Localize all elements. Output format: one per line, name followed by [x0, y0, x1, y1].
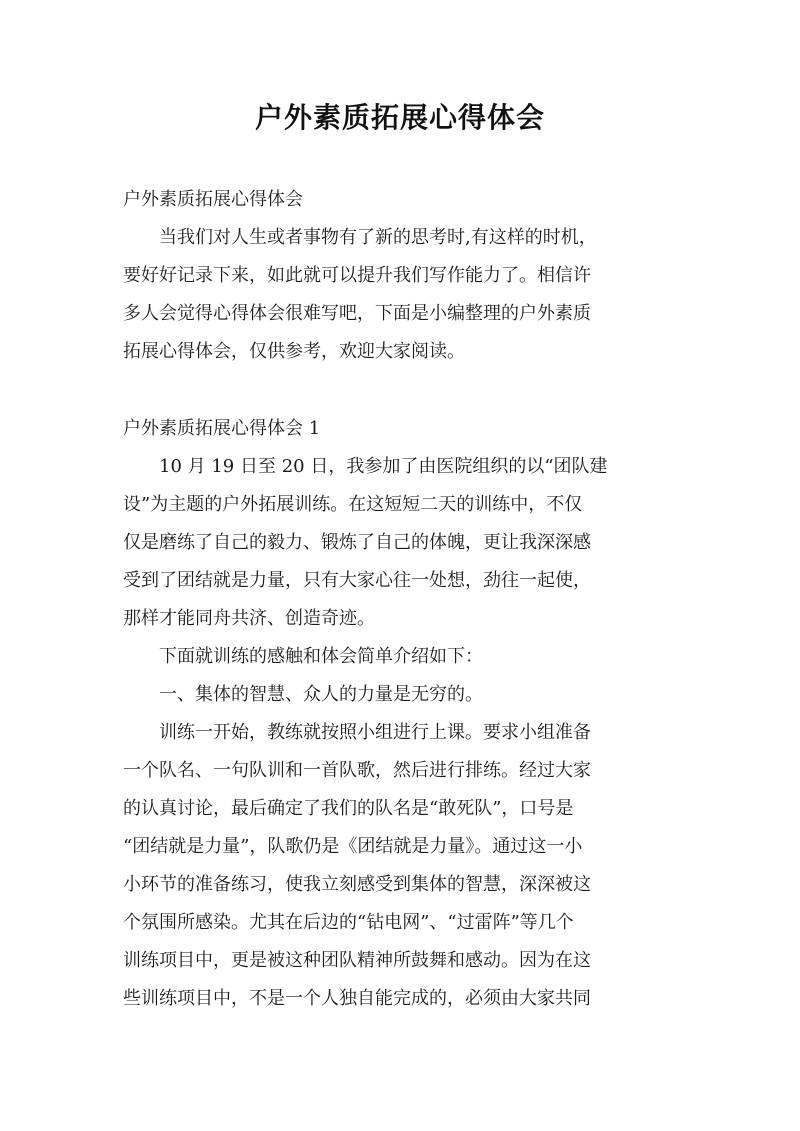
paragraph-line: 仅是磨练了自己的毅力、锻炼了自己的体魄，更让我深深感 — [123, 532, 591, 553]
intro-paragraph-line: 当我们对人生或者事物有了新的思考时,有这样的时机， — [159, 227, 597, 248]
paragraph-line: 那样才能同舟共济、创造奇迹。 — [123, 608, 375, 629]
paragraph-line: 一个队名、一句队训和一首队歌，然后进行排练。经过大家 — [123, 760, 591, 781]
paragraph-line: 小环节的准备练习，使我立刻感受到集体的智慧，深深被这 — [123, 874, 591, 895]
paragraph-line: 受到了团结就是力量，只有大家心往一处想，劲往一起使， — [123, 570, 591, 591]
paragraph-line: 个氛围所感染。尤其在后边的“钻电网”、“过雷阵”等几个 — [123, 912, 574, 933]
paragraph-line: 些训练项目中，不是一个人独自能完成的，必须由大家共同 — [123, 988, 591, 1009]
paragraph-line: “团结就是力量”，队歌仍是《团结就是力量》。通过这一小 — [123, 836, 583, 857]
document-body — [123, 181, 678, 1018]
paragraph-line: 下面就训练的感触和体会简单介绍如下： — [159, 646, 483, 667]
paragraph-line: 的认真讨论，最后确定了我们的队名是“敢死队”，口号是 — [123, 798, 574, 819]
intro-heading: 户外素质拓展心得体会 — [123, 189, 303, 210]
paragraph-line: 设”为主题的户外拓展训练。在这短短二天的训练中，不仅 — [123, 494, 583, 515]
intro-paragraph-line: 要好好记录下来，如此就可以提升我们写作能力了。相信许 — [123, 265, 591, 286]
document-title: 户外素质拓展心得体会 — [254, 101, 545, 134]
intro-paragraph-line: 拓展心得体会，仅供参考，欢迎大家阅读。 — [123, 341, 465, 362]
section-heading: 户外素质拓展心得体会 1 — [123, 418, 321, 439]
paragraph-line: 训练项目中，更是被这种团队精神所鼓舞和感动。因为在这 — [123, 950, 591, 971]
intro-paragraph-line: 多人会觉得心得体会很难写吧，下面是小编整理的户外素质 — [123, 303, 591, 324]
paragraph-line: 10 月 19 日至 20 日，我参加了由医院组织的以“团队建 — [159, 456, 608, 477]
paragraph-line: 训练一开始，教练就按照小组进行上课。要求小组准备 — [159, 722, 591, 743]
section-spacer — [123, 371, 678, 410]
subheading-line: 一、集体的智慧、众人的力量是无穷的。 — [159, 684, 483, 705]
